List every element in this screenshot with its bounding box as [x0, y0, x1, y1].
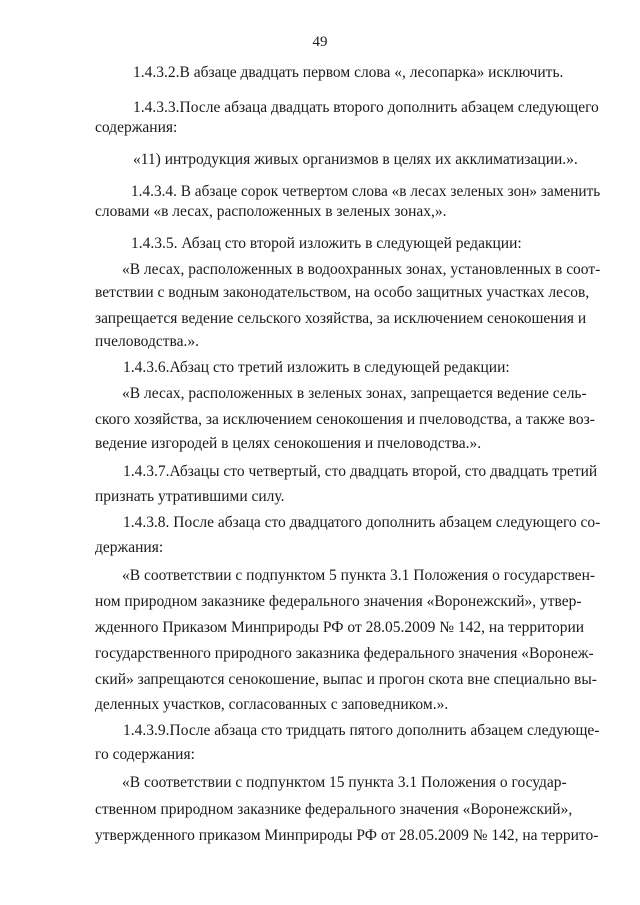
- text-line: пчеловодства.».: [95, 333, 200, 350]
- text-line: 1.4.3.9.После абзаца сто тридцать пятого дополнить абзацем следующе-: [123, 722, 600, 739]
- text-line: 1.4.3.6.Абзац сто третий изложить в следующей редакции:: [123, 359, 510, 376]
- text-line: утвержденного приказом Минприроды РФ от 28.05.2009 № 142, на террито-: [95, 827, 599, 844]
- text-line: го содержания:: [95, 746, 195, 763]
- text-line: держания:: [95, 539, 164, 556]
- text-line: словами «в лесах, расположенных в зеленых зонах,».: [95, 203, 447, 220]
- text-line: 1.4.3.5. Абзац сто второй изложить в следующей редакции:: [131, 235, 522, 252]
- text-line: «В лесах, расположенных в водоохранных зонах, установленных в соот-: [122, 261, 601, 278]
- text-line: деленных участков, согласованных с заповедником.».: [95, 696, 449, 713]
- page-number: 49: [312, 34, 328, 50]
- text-line: ведение изгородей в целях сенокошения и пчеловодства.».: [95, 435, 482, 452]
- text-line: запрещается ведение сельского хозяйства, за исключением сенокошения и: [95, 310, 587, 327]
- text-line: ского хозяйства, за исключением сенокошения и пчеловодства, а также воз-: [95, 411, 595, 428]
- text-line: жденного Приказом Минприроды РФ от 28.05.2009 № 142, на территории: [95, 619, 585, 636]
- text-line: 1.4.3.4. В абзаце сорок четвертом слова «в лесах зеленых зон» заменить: [131, 183, 601, 200]
- text-line: «В соответствии с подпунктом 15 пункта 3.1 Положения о государ-: [122, 774, 567, 791]
- text-line: «В лесах, расположенных в зеленых зонах, запрещается ведение сель-: [122, 385, 587, 402]
- text-line: ственном природном заказнике федерального значения «Воронежский»,: [95, 801, 573, 818]
- text-line: «11) интродукция живых организмов в целях их акклиматизации.».: [133, 151, 578, 168]
- text-line: 1.4.3.8. После абзаца сто двадцатого дополнить абзацем следующего со-: [123, 514, 601, 531]
- text-line: ветствии с водным законодательством, на особо защитных участках лесов,: [95, 284, 590, 301]
- text-line: 1.4.3.3.После абзаца двадцать второго дополнить абзацем следующего: [133, 99, 599, 116]
- text-line: «В соответствии с подпунктом 5 пункта 3.1 Положения о государствен-: [122, 567, 596, 584]
- text-line: ном природном заказнике федерального значения «Воронежский», утвер-: [95, 593, 582, 610]
- text-line: содержания:: [95, 119, 178, 136]
- text-line: государственного природного заказника федерального значения «Воронеж-: [95, 645, 594, 662]
- text-line: признать утратившими силу.: [95, 488, 285, 505]
- text-line: 1.4.3.2.В абзаце двадцать первом слова «, лесопарка» исключить.: [133, 64, 564, 81]
- text-line: 1.4.3.7.Абзацы сто четвертый, сто двадцать второй, сто двадцать третий: [123, 463, 598, 480]
- text-line: ский» запрещаются сенокошение, выпас и прогон скота вне специально вы-: [95, 671, 597, 688]
